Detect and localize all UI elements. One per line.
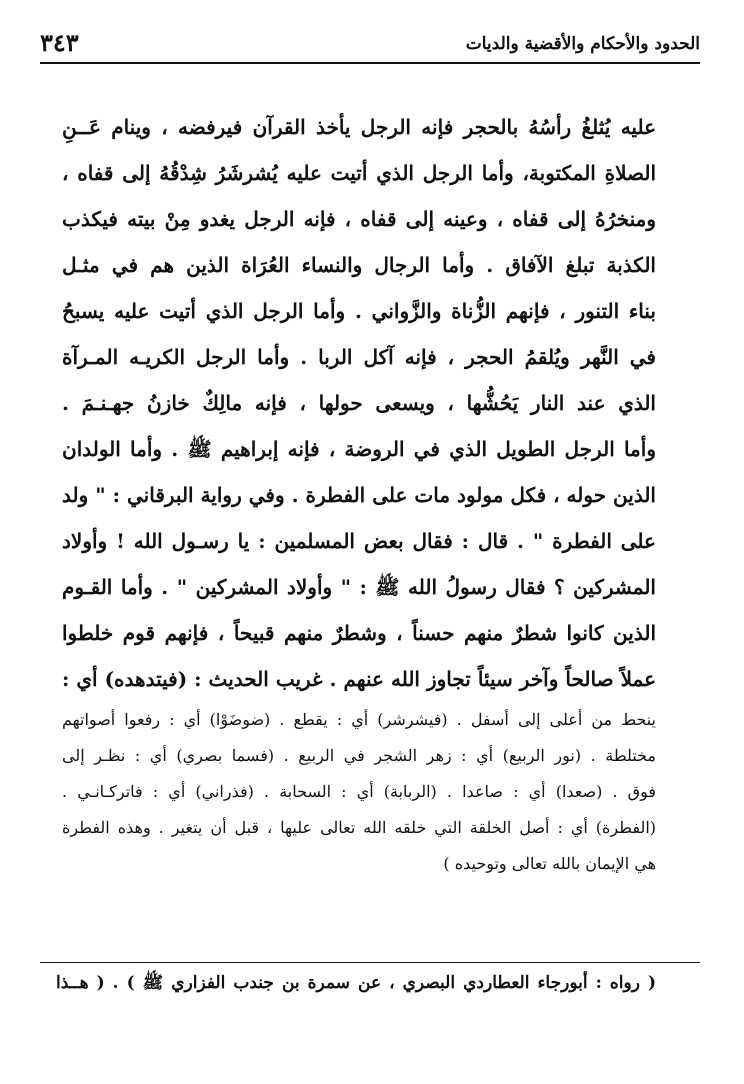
note-line: هي الإيمان بالله تعالى وتوحيده ): [443, 854, 656, 873]
note-line: ينحط من أعلى إلى أسفل . (فيشرشر) أي : يقطع . (ضوضَوْا) أي : رفعوا أصواتهم: [62, 710, 656, 729]
header-divider: [40, 62, 700, 64]
text-line: الذين كانوا شطرٌ منهم حسناً ، وشطرٌ منهم قبيحاً ، فإنهم قوم خلطوا: [62, 621, 656, 645]
page-number: ٣٤٣: [40, 28, 79, 57]
text-line: على الفطرة " . قال : فقال بعض المسلمين : يا رسـول الله ! وأولاد: [62, 529, 656, 553]
note-line: (الفطرة) أي : أصل الخلقة التي خلقه الله تعالى عليها ، قبل أن يتغير . وهذه الفطرة: [62, 818, 656, 837]
chapter-title: الحدود والأحكام والأقضية والديات: [465, 34, 700, 54]
text-line: ومنخرُهُ إلى قفاه ، وعينه إلى قفاه ، فإنه الرجل يغدو مِنْ بيته فيكذب: [62, 207, 656, 231]
text-line: الذين حوله ، فكل مولود مات على الفطرة . وفي رواية البرقاني : " ولد: [62, 483, 656, 507]
text-line: في النَّهر ويُلقمُ الحجر ، فإنه آكل الربا . وأما الرجل الكريـه المـرآة: [62, 345, 656, 369]
body-text: [62, 104, 656, 882]
text-line: المشركين ؟ فقال رسولُ الله ﷺ : " وأولاد المشركين " . وأما القـوم: [62, 575, 656, 599]
footer-note: ( رواه : أبورجاء العطاردي البصري ، عن سمرة بن جندب الفزاري ﷺ ) . ( هــذا: [56, 973, 656, 993]
note-line: فوق . (صعدا) أي : صاعدا . (الربابة) أي : السحابة . (فذراني) أي : فاتركـانـي .: [62, 782, 656, 801]
text-line: الكذبة تبلغ الآفاق . وأما الرجال والنساء العُرَاة الذين هم في مثـل: [62, 253, 656, 277]
running-header: [40, 28, 700, 62]
text-line: عملاً صالحاً وآخر سيئاً تجاوز الله عنهم . غريب الحديث : (فيتدهده) أي :: [62, 667, 656, 691]
text-line: عليه يُثلغُ رأسُهُ بالحجر فإنه الرجل يأخذ القرآن فيرفضه ، وينام عَــنِ: [62, 115, 656, 139]
footer-divider: [40, 962, 700, 963]
text-line: الصلاةِ المكتوبة، وأما الرجل الذي أتيت عليه يُشرشَرُ شِدْقُهُ إلى قفاه ،: [62, 161, 656, 185]
text-line: الذي عند النار يَحُشُّها ، ويسعى حولها ، فإنه مالِكٌ خازنُ جهـنـمَ .: [62, 391, 656, 415]
text-line: وأما الرجل الطويل الذي في الروضة ، فإنه إبراهيم ﷺ . وأما الولدان: [62, 437, 656, 461]
note-line: مختلطة . (نور الربيع) أي : زهر الشجر في الربيع . (فسما بصري) أي : نظـر إلى: [62, 746, 656, 765]
text-line: بناء التنور ، فإنهم الزُّناة والزَّواني . وأما الرجل الذي أتيت عليه يسبحُ: [62, 299, 656, 323]
